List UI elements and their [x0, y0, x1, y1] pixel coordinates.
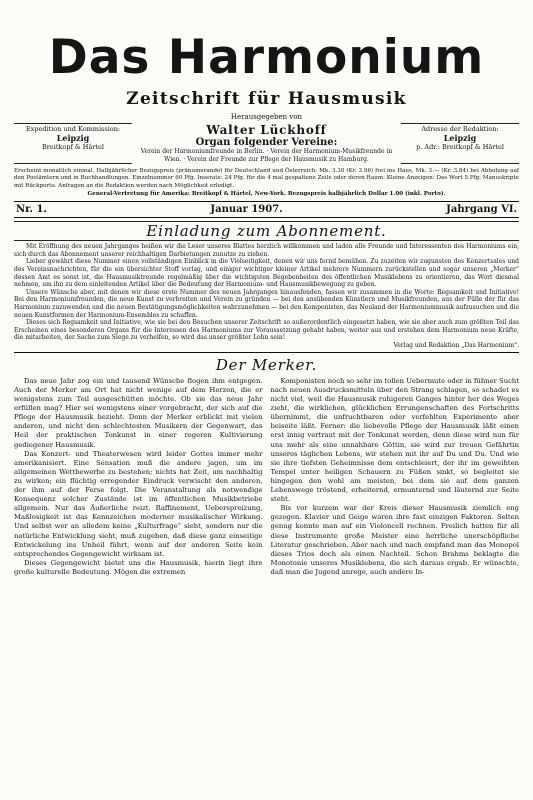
- article-paragraph: Dieses Gegengewicht bietet uns die Hausmusik, hierin liegt ihre große kulturelle Bedeutung. Mögen die extremen: [14, 558, 263, 576]
- invitation-paragraph: Unsere Wünsche aber, mit denen wir diese erste Nummer des neuen Jahrganges hinausfenden, fassen wir zusammen in die Worte: Regsamkeit und Initiative! Bei den Harmoniumfreunden, die neue Kunst zu verbreiten und Verein zu gründen — bei den ansübenden Künstlern und Musikfreunden, aus der Fülle der für das Harmonium zuzuwenden und die neuen Bestätigungsmöglichkeiten wahrzunehmen — bei den Komponisten, das Neuland der Harmoniummusik aufzusuchen und die neuen Kunstformen der Harmonium-Ensembles zu schaffen.: [14, 288, 519, 319]
- editorial-label: Adresse der Redaktion:: [421, 125, 499, 133]
- invitation-heading: Einladung zum Abonnement.: [14, 221, 519, 241]
- masthead-subtitle: Zeitschrift für Hausmusik: [126, 89, 407, 109]
- expedition-publisher: Breitkopf & Härtel: [42, 143, 104, 151]
- section-rule: [14, 352, 519, 353]
- article-columns: [14, 377, 519, 577]
- subscription-info: Erscheint monatlich einmal. Halbjährlicher Bezugspreis (pränumerando) für Deutschland und Österreich: Mk. 3.30 (Kr. 3.96) frei ins Haus, Mk. 3.— (Kr. 3.84) bei Abholung auf den Postämtern und in Buchhandlungen. Einzelnummer 60 Pfg. Inserate: 24 Pfg. für die 4 mal gespaltene Zeile oder deren Raum. Kleine Anzeigen: Das Wort 5 Pfg. Manuskripte mit Rückporto. Anfragen an die Redaktion werden nach Möglichkeit erledigt.: [14, 168, 519, 189]
- article-paragraph: Das Konzert- und Theaterwesen wird leider Gottes immer mehr amerikanisiert. Eine Sensation muß die andere jagen, um im allgemeinen Wettbewerbe zu bestehen; nichts hat Zeit, um nachhaltig zu wirken; ein flüchtig erregender Eindruck verwischt den anderen, der ihm auf der Ferse folgt. Die Veranstaltung als notwendige Konsequenz solcher Zustände ist im öffentlichen Musikbetriebe allgemein. Nur das Äußerliche reizt. Raffinement, Ueberspreizung, Maßlosigkeit ist das Kennzeichen moderner musikalischer Wirkung. Und selbst wer an alledem keine „Kulturfrage“ sieht, sondern nur die natürliche Entwicklung sieht, muß zugeben, daß diese ganz einseitige Entwickelung ins Unheil führt, wenn auf der anderen Seite kein entsprechendes Gegengewicht wirksam ist.: [14, 449, 263, 558]
- organ-text: Verein der Harmoniumfreunde in Berlin. · Verein der Harmonium-Musikfreunde in Wien. · Verein der Freunde zur Pflege der Hausmusik zu Hamburg.: [140, 148, 393, 163]
- invitation-paragraph: Lieber gewährt diese Nummer einen vollständigen Einblick in die Vielseitigkeit, denen wir uns fernd bemühen. Zu zuzeiten wir zugunsten des Konzertsales und des Vereinsnachrichten, für die ein übersichter Stoff vorlag, und einiger wichtiger kleiner Artikel mehrere Nummern zurückstellen und sogar unseren „Merker“ dessen Amt es sonst ist, die Hausmusiktreunde regelmäßig über die wichtigsten Begebenheiten des öffentlichen Musiklebens zu orientieren, das Wort diesmal nehmen, um ihn zu dem einleitenden Artikel über die Bedeutung der Harmonium- und Hausmusikbewegung zu geben.: [14, 258, 519, 289]
- invitation-signature: Verlag und Redaktion „Das Harmonium“.: [393, 341, 519, 349]
- issue-volume: Jahrgang VI.: [446, 204, 517, 216]
- article-paragraph: Das neue Jahr zog ein und tausend Wünsche flogen ihm entgegen. Auch der Merker am Ort hat nicht wenige auf dem Herzen, die er wenigstens zum Teil ausgeschütten möchte. Ob sie das neue Jahr erfüllen mag? Hier sei wenigstens einer vorgebracht, der sich auf die Pflege der Hausmusik bezieht. Denn der Merker erblickt mit vielen anderen, und nicht den schlechtesten Musikern der Gegenwart, das Heil der praktischen Tonkunst in einer regeren Kultivierung gediegener Hausmusik.: [14, 376, 263, 449]
- organ-block: [132, 123, 401, 164]
- editor-name: Walter Lückhoff: [206, 123, 327, 137]
- invitation-paragraph: Mit Eröffnung des neuen Jahrganges heißen wir die Leser unseres Blattes herzlich willkommen und laden alle Freunde und Interessenten des Harmoniums ein, sich durch das Abonnement unserer reichhaltigen Darbietungen zunutze zu ziehen.: [14, 243, 519, 258]
- issue-date: Januar 1907.: [210, 204, 283, 216]
- article-heading: Der Merker.: [215, 355, 318, 374]
- organ-title: Organ folgender Vereine:: [195, 137, 338, 148]
- expedition-label: Expedition und Kommission:: [25, 125, 121, 133]
- article-paragraph: Komponisten noch so sehr im tollen Uebermute oder in fühner Sucht nach neuen Ausdrucksmitteln über den Strang schlagen, so schadet es nicht viel, weil die Hausmusik ruhigeren Ganges hinter her des Weges zieht, die wirklichen, glücklichen Errungenschaften des Fortschritts übernimmt, die unfruchtbaren oder verfehlten Experimente aber beiseite läßt. Ferner: die liebevolle Pflege der Hausmusik läßt einen erst innig vertraut mit der Tonkunst werden, denn diese wird nun für uns mehr als eine unnahbare Göttin, sie wird zur treuen Gefährtin unseres täglichen Lebens, wir stehen mit ihr auf Du und Du. Und wie sie ihre tiefsten Geheimnisse dem entschleiert, der ihr im geweihten Tempel unter heiligen Schauern zu Füßen sinkt, so begleitet sie hingegen den wohl am meisten, bei dem sie auf dem ganzen Lebenswege tröstend, erheiternd, ermunternd und läuternd zur Seite steht.: [270, 376, 519, 504]
- masthead-info-row: [14, 123, 519, 164]
- expedition-box: [14, 123, 132, 164]
- article-paragraph: Bis vor kurzem war der Kreis dieser Hausmusik ziemlich eng gezogen. Klavier und Geige waren ihre fast einzigen Faktoren. Selten genug konnte man auf ein Violoncell rechnen. Freilich hatten für all diese Instrumente große Meister eine herrliche unerschöpfliche Literatur geschrieben. Aber nach und nach empfand man das Monopol dieses Trios doch als einen Nachteil. Schon Brahms beklagte die Monotonie unseres Musiklebens, die sich daraus ergab. Er wünschte, daß man die Jugend anrege, auch andere In-: [270, 504, 519, 576]
- general-agency: General-Vertretung für Amerika: Breitkopf & Härtel, New-York. Bezugspreis halbjährlich Dollar 1.00 (inkl. Porto).: [87, 190, 446, 197]
- editorial-address-box: [401, 123, 519, 164]
- editor-label: Herausgegeben von: [230, 113, 303, 121]
- masthead-title: Das Harmonium: [48, 30, 485, 85]
- issue-number: Nr. 1.: [16, 204, 47, 216]
- article-left-column: [14, 377, 263, 577]
- issue-line: [14, 202, 519, 218]
- expedition-city: Leipzig: [56, 133, 90, 143]
- article-right-column: [271, 377, 520, 577]
- newspaper-page: [14, 22, 519, 777]
- editorial-address: p. Adr.: Breitkopf & Härtel: [416, 143, 504, 151]
- invitation-paragraph: Dieses sich Regsamkeit und Initiative, wie sie bei den Besuchen unserer Zeitschrift so außerordentlich eingesetzt haben, wie sie aber auch zum größten Teil das Erscheinen eines besonderen Organs für die Interessen des Harmoniums zur Voraussetzung gehabt haben, weiter aus und erstehen dem Harmonium neue Kräfte, die mitarbeiten, der Sache zum Siege zu verhelfen, so wird das unser größter Lohn sein!: [14, 319, 519, 342]
- editorial-city: Leipzig: [443, 133, 477, 143]
